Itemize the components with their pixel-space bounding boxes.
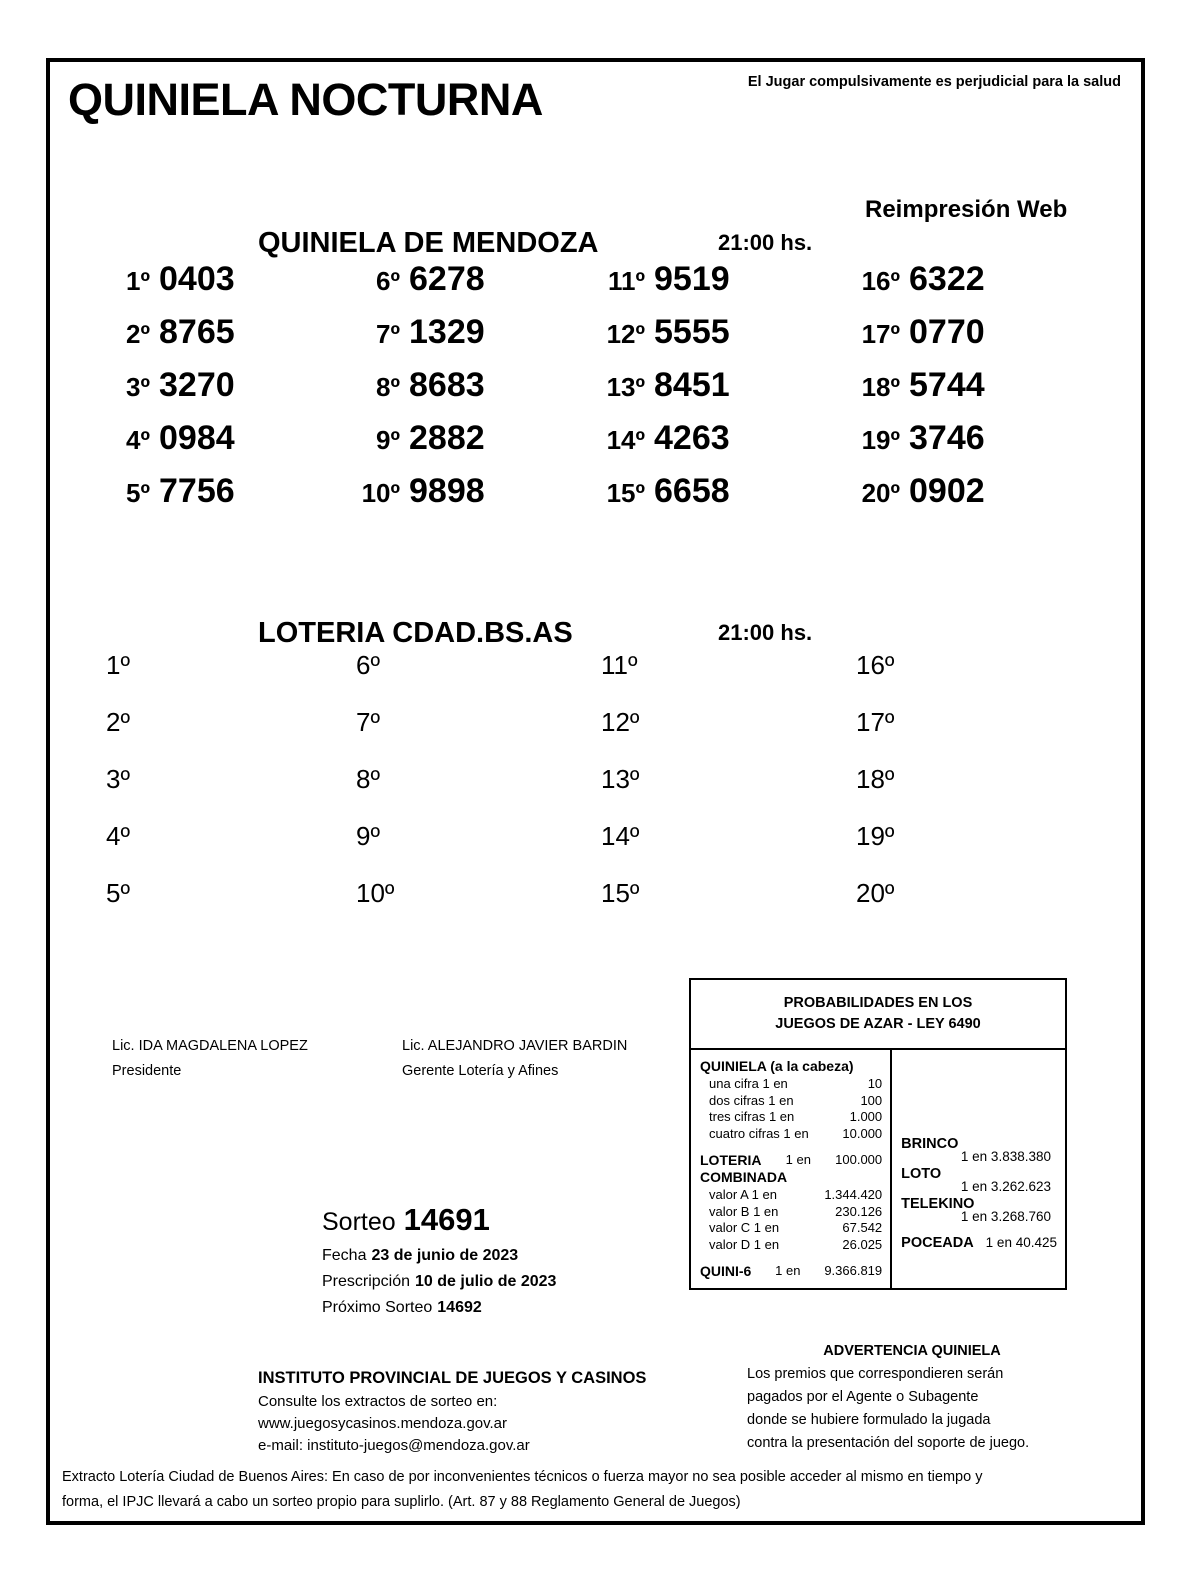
quini6-label: QUINI-6: [700, 1263, 752, 1279]
result-entry: [88, 472, 338, 525]
draw-time: 21:00 hs.: [718, 620, 813, 645]
loteria-label: LOTERIA: [700, 1152, 762, 1168]
combinada-group-title: COMBINADA: [700, 1169, 788, 1185]
result-position: 12º: [606, 319, 645, 349]
game-odds-entry: [901, 1196, 1057, 1224]
result-number: 6658: [654, 472, 730, 510]
result-position: 2º: [106, 707, 130, 737]
draw-time: 21:00 hs.: [718, 230, 813, 255]
signature-name: Lic. ALEJANDRO JAVIER BARDIN: [402, 1038, 628, 1054]
odds-value: 1.000: [849, 1109, 883, 1124]
signature-president: [112, 1034, 402, 1059]
odds-row: [700, 1093, 882, 1110]
spacer: [700, 1253, 882, 1262]
sorteo-label: Sorteo: [322, 1208, 396, 1236]
draw-title: QUINIELA DE MENDOZA: [258, 227, 599, 259]
result-entry: [583, 313, 838, 366]
advertencia-line: pagados por el Agente o Subagente: [747, 1389, 979, 1405]
result-number: 3746: [909, 419, 985, 457]
reprint-label: Reimpresión Web: [865, 196, 1068, 223]
result-entry: [338, 366, 583, 419]
probabilities-header-line2: JUEGOS DE AZAR - LEY 6490: [775, 1016, 981, 1032]
result-position: 16º: [856, 650, 895, 680]
result-entry: [838, 366, 1098, 419]
odds-value: 100: [860, 1092, 883, 1108]
result-entry: [338, 472, 583, 525]
signature-role: Gerente Lotería y Afines: [402, 1063, 559, 1079]
game-odds-value: 1 en 3.262.623: [960, 1179, 1051, 1194]
result-entry: [338, 764, 583, 821]
result-entry: [338, 260, 583, 313]
draw-section-mendoza: [50, 196, 1141, 525]
result-number: 9898: [409, 472, 485, 510]
result-entry: [338, 878, 583, 935]
odds-label: cuatro cifras 1 en: [709, 1125, 809, 1141]
result-position: 7º: [356, 707, 380, 737]
result-entry: [583, 366, 838, 419]
quini6-value: 9.366.819: [824, 1263, 883, 1278]
odds-value: 230.126: [835, 1203, 883, 1219]
game-name: TELEKINO: [901, 1196, 975, 1212]
result-entry: [88, 650, 338, 707]
signatures: [112, 1034, 627, 1084]
result-number: 8683: [409, 366, 485, 404]
fecha-label: Fecha: [322, 1247, 367, 1264]
result-position: 8º: [376, 372, 400, 402]
loteria-value: 100.000: [835, 1152, 883, 1167]
odds-value: 10.000: [842, 1125, 883, 1141]
result-number: 8765: [159, 313, 235, 351]
probabilities-header: [691, 980, 1065, 1050]
result-entry: [838, 260, 1098, 313]
result-entry: [338, 707, 583, 764]
result-entry: [88, 366, 338, 419]
advertencia-title: ADVERTENCIA QUINIELA: [823, 1343, 1001, 1359]
result-number: 5744: [909, 366, 985, 404]
odds-row: [700, 1204, 882, 1221]
advertencia-line: Los premios que correspondieren serán: [747, 1366, 1004, 1382]
sorteo-number: 14691: [403, 1202, 490, 1237]
result-entry: [583, 878, 838, 935]
result-number: 2882: [409, 419, 485, 457]
result-position: 10º: [361, 478, 400, 508]
odds-row: [700, 1076, 882, 1093]
sorteo-info: [322, 1202, 556, 1325]
result-position: 15º: [606, 478, 645, 508]
result-position: 18º: [861, 372, 900, 402]
combinada-odds-rows: [700, 1187, 882, 1253]
result-entry: [583, 650, 838, 707]
result-number: 0403: [159, 260, 235, 298]
odds-row: [700, 1109, 882, 1126]
odds-row: [700, 1220, 882, 1237]
footnote: [62, 1465, 1129, 1515]
result-position: 6º: [356, 650, 380, 680]
result-number: 4263: [654, 419, 730, 457]
result-position: 7º: [376, 319, 400, 349]
result-entry: [88, 821, 338, 878]
spacer: [901, 1058, 1057, 1136]
result-number: 6278: [409, 260, 485, 298]
result-entry: [88, 313, 338, 366]
probabilities-box: [689, 978, 1067, 1290]
result-position: 19º: [861, 425, 900, 455]
probabilities-right-column: [892, 1050, 1065, 1288]
odds-value: 26.025: [842, 1236, 883, 1252]
result-position: 17º: [861, 319, 900, 349]
footnote-line: forma, el IPJC llevará a cabo un sorteo propio para suplirlo. (Art. 87 y 88 Reglamento General de Juegos): [62, 1494, 741, 1510]
quiniela-group-title: QUINIELA (a la cabeza): [700, 1058, 854, 1074]
game-odds-value: 1 en 3.838.380: [960, 1149, 1051, 1164]
odds-value: 10: [867, 1076, 883, 1091]
result-position: 11º: [601, 650, 638, 680]
proximo-sorteo-label: Próximo Sorteo: [322, 1299, 433, 1316]
quiniela-odds-rows: [700, 1076, 882, 1142]
fecha-line: [322, 1247, 556, 1265]
odds-label: una cifra 1 en: [709, 1076, 788, 1091]
result-position: 4º: [106, 821, 130, 851]
odds-label: valor A 1 en: [709, 1187, 777, 1202]
game-odds-value: 1 en 3.268.760: [960, 1209, 1051, 1224]
institute-title: INSTITUTO PROVINCIAL DE JUEGOS Y CASINOS: [258, 1369, 647, 1387]
result-position: 3º: [106, 764, 130, 794]
result-position: 12º: [601, 707, 640, 737]
results-grid: [88, 650, 1141, 935]
result-position: 5º: [106, 878, 130, 908]
signature-name: Lic. IDA MAGDALENA LOPEZ: [112, 1038, 308, 1054]
other-games-odds: [901, 1136, 1057, 1224]
result-entry: [338, 313, 583, 366]
result-entry: [338, 821, 583, 878]
proximo-sorteo-value: 14692: [437, 1299, 482, 1316]
result-number: 8451: [654, 366, 730, 404]
probabilities-left-column: [691, 1050, 892, 1288]
result-entry: [583, 707, 838, 764]
odds-label: valor B 1 en: [709, 1203, 779, 1219]
odds-value: 67.542: [842, 1220, 883, 1235]
prescripcion-label: Prescripción: [322, 1273, 411, 1290]
result-position: 4º: [126, 425, 150, 455]
result-position: 17º: [856, 707, 895, 737]
signature-manager: [402, 1034, 627, 1059]
result-entry: [88, 260, 338, 313]
probabilities-body: [691, 1050, 1065, 1288]
result-entry: [838, 764, 1098, 821]
signature-role: Presidente: [112, 1063, 182, 1079]
odds-label: tres cifras 1 en: [709, 1109, 795, 1124]
result-position: 1º: [106, 650, 130, 680]
result-entry: [88, 707, 338, 764]
result-position: 11º: [608, 266, 645, 296]
probabilities-header-line1: PROBABILIDADES EN LOS: [783, 995, 973, 1011]
draw-title: LOTERIA CDAD.BS.AS: [258, 617, 573, 649]
result-entry: [838, 472, 1098, 525]
poceada-value: 1 en 40.425: [985, 1235, 1057, 1250]
loteria-odds-row: [700, 1151, 882, 1169]
result-entry: [338, 650, 583, 707]
result-position: 15º: [601, 878, 640, 908]
result-position: 13º: [601, 764, 640, 794]
footnote-line: Extracto Lotería Ciudad de Buenos Aires: En caso de por inconvenientes técnicos o fuerza mayor no sea posible acceder al mismo en tiempo y: [62, 1469, 983, 1485]
results-grid: [88, 260, 1141, 525]
result-entry: [88, 878, 338, 935]
result-entry: [583, 821, 838, 878]
draw-heading: [50, 196, 1141, 260]
odds-label: dos cifras 1 en: [709, 1092, 794, 1108]
result-entry: [583, 472, 838, 525]
proximo-sorteo-line: [322, 1299, 556, 1317]
fecha-value: 23 de junio de 2023: [371, 1247, 519, 1264]
result-entry: [583, 419, 838, 472]
result-position: 20º: [856, 878, 895, 908]
result-position: 19º: [856, 821, 895, 851]
game-odds-entry: [901, 1136, 1057, 1164]
result-entry: [838, 821, 1098, 878]
result-number: 3270: [159, 366, 235, 404]
result-position: 13º: [606, 372, 645, 402]
result-number: 0902: [909, 472, 985, 510]
institute-website[interactable]: www.juegosycasinos.mendoza.gov.ar: [258, 1415, 508, 1432]
odds-label: valor D 1 en: [709, 1236, 780, 1252]
result-number: 0770: [909, 313, 985, 351]
odds-row: [700, 1237, 882, 1254]
poceada-odds-row: [901, 1235, 1057, 1251]
result-entry: [838, 419, 1098, 472]
result-number: 1329: [409, 313, 485, 351]
quini6-odds-row: [700, 1262, 882, 1280]
draw-heading: [50, 592, 1141, 650]
result-entry: [583, 764, 838, 821]
odds-row: [700, 1187, 882, 1204]
result-entry: [88, 419, 338, 472]
result-position: 3º: [126, 372, 150, 402]
result-number: 7756: [159, 472, 235, 510]
result-entry: [838, 650, 1098, 707]
gambling-warning: El Jugar compulsivamente es perjudicial para la salud: [747, 74, 1121, 90]
page-title: QUINIELA NOCTURNA: [68, 74, 543, 125]
result-entry: [338, 419, 583, 472]
result-position: 18º: [856, 764, 895, 794]
quini6-en: 1 en: [775, 1263, 801, 1278]
result-position: 16º: [861, 266, 900, 296]
draw-section-bsas: [50, 592, 1141, 935]
extract-document: [46, 58, 1145, 1525]
odds-value: 1.344.420: [824, 1187, 883, 1202]
institute-consult-line: Consulte los extractos de sorteo en:: [258, 1393, 498, 1410]
spacer: [901, 1226, 1057, 1235]
result-entry: [838, 313, 1098, 366]
institute-block: [258, 1369, 646, 1457]
result-position: 1º: [126, 266, 150, 296]
result-position: 2º: [126, 319, 150, 349]
result-position: 14º: [606, 425, 645, 455]
masthead: [50, 62, 1141, 148]
result-position: 8º: [356, 764, 380, 794]
result-number: 5555: [654, 313, 730, 351]
result-entry: [88, 764, 338, 821]
result-position: 9º: [376, 425, 400, 455]
game-name: BRINCO: [901, 1136, 959, 1152]
game-name: LOTO: [901, 1166, 942, 1182]
result-number: 0984: [159, 419, 235, 457]
poceada-label: POCEADA: [901, 1235, 974, 1251]
odds-label: valor C 1 en: [709, 1220, 780, 1235]
prescripcion-value: 10 de julio de 2023: [415, 1273, 557, 1290]
result-entry: [838, 878, 1098, 935]
loteria-en: 1 en: [785, 1152, 811, 1167]
result-position: 9º: [356, 821, 380, 851]
sorteo-number-line: [322, 1202, 556, 1238]
result-entry: [583, 260, 838, 313]
result-number: 6322: [909, 260, 985, 298]
result-position: 14º: [601, 821, 640, 851]
game-odds-entry: [901, 1166, 1057, 1194]
result-position: 6º: [376, 266, 400, 296]
result-position: 5º: [126, 478, 150, 508]
advertencia-line: contra la presentación del soporte de juego.: [747, 1435, 1030, 1451]
advertencia-line: donde se hubiere formulado la jugada: [747, 1412, 991, 1428]
advertencia-block: [747, 1343, 1077, 1455]
result-entry: [838, 707, 1098, 764]
odds-row: [700, 1126, 882, 1143]
prescripcion-line: [322, 1273, 556, 1291]
result-position: 20º: [861, 478, 900, 508]
result-position: 10º: [356, 878, 395, 908]
institute-email[interactable]: e-mail: instituto-juegos@mendoza.gov.ar: [258, 1437, 530, 1454]
result-number: 9519: [654, 260, 730, 298]
spacer: [700, 1142, 882, 1151]
